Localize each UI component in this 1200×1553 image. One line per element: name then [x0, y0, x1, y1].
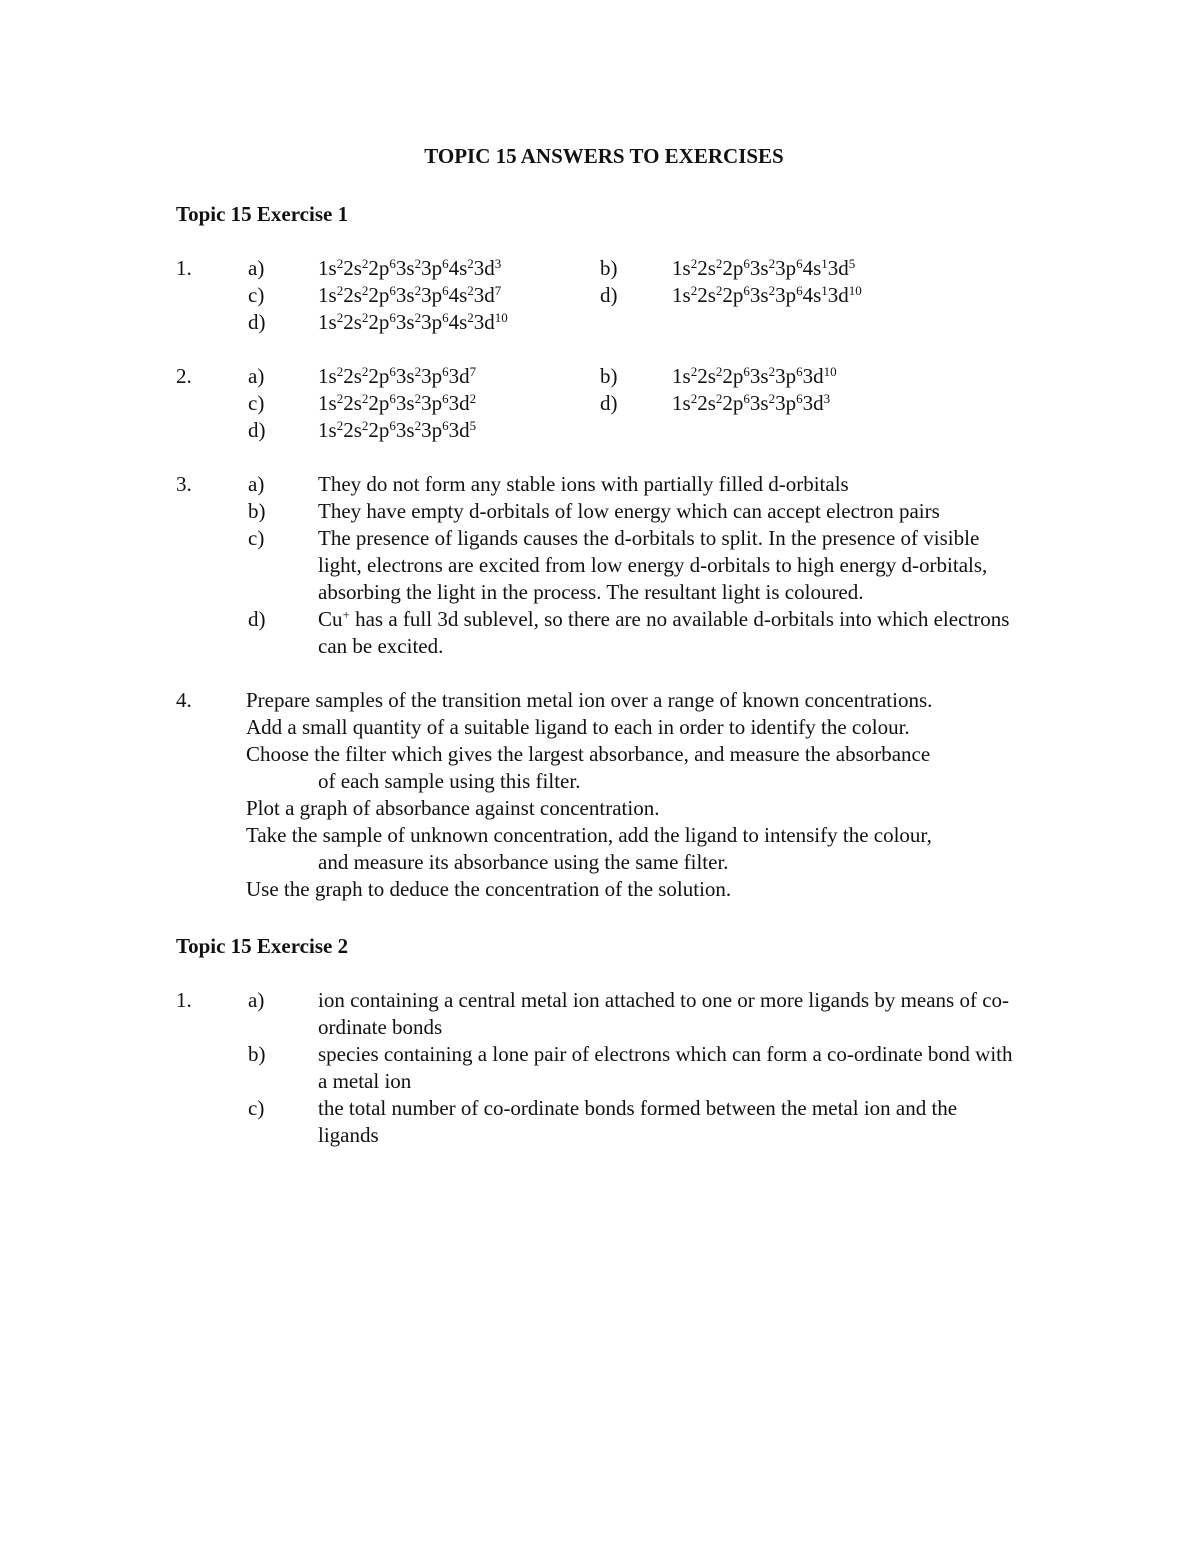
answer-text: the total number of co-ordinate bonds formed between the metal ion and the ligands	[318, 1096, 958, 1147]
answer-label: b)	[600, 364, 618, 388]
answer-row	[176, 363, 1036, 390]
page-title: TOPIC 15 ANSWERS TO EXERCISES	[424, 144, 784, 168]
answer-label: c)	[248, 391, 265, 415]
electron-configuration: $1s^22s^22p^63s^23p^63d^2$	[318, 391, 477, 415]
answer-text: species containing a lone pair of electrons which can form a co-ordinate bond with a metal ion	[318, 1042, 1013, 1093]
answer-row	[176, 606, 1036, 660]
exercise-2-question-1	[176, 987, 1036, 1149]
exercise-2-heading: Topic 15 Exercise 2	[176, 934, 349, 958]
procedure-line: Add a small quantity of a suitable ligand to each in order to identify the colour.	[246, 715, 910, 739]
answer-row	[176, 498, 1036, 525]
question-number: 1.	[176, 256, 192, 280]
exercise-1-heading: Topic 15 Exercise 1	[176, 202, 349, 226]
question-4	[176, 687, 1036, 903]
procedure-line: Choose the filter which gives the largest absorbance, and measure the absorbance	[246, 742, 931, 766]
answer-label: b)	[248, 499, 266, 523]
electron-configuration: $1s^22s^22p^63s^23p^64s^23d^{10}$	[318, 310, 508, 334]
answer-text-body: has a full 3d sublevel, so there are no available d-orbitals into which electrons can be excited.	[318, 607, 1010, 658]
answer-label: a)	[248, 472, 265, 496]
answer-row	[176, 255, 1036, 282]
question-number: 1.	[176, 988, 192, 1012]
answer-label: c)	[248, 526, 265, 550]
answer-row	[176, 417, 1036, 444]
answer-row	[176, 525, 1036, 606]
question-3	[176, 471, 1036, 660]
procedure-line: Take the sample of unknown concentration, add the ligand to intensify the colour,	[246, 823, 932, 847]
ion-charge: +	[342, 607, 350, 622]
answer-text: The presence of ligands causes the d-orbitals to split. In the presence of visible light, electrons are excited from low energy d-orbitals to high energy d-orbitals, absorbing the light in the process. The resultant light is coloured.	[318, 526, 988, 604]
procedure-line: and measure its absorbance using the same filter.	[318, 850, 729, 874]
answer-label: a)	[248, 988, 265, 1012]
answer-label: d)	[248, 607, 266, 631]
answer-label: a)	[248, 364, 265, 388]
procedure-line: Use the graph to deduce the concentration of the solution.	[246, 877, 732, 901]
electron-configuration: $1s^22s^22p^63s^23p^64s^23d^3$	[318, 256, 502, 280]
question-number: 3.	[176, 472, 192, 496]
answer-row	[176, 1041, 1036, 1095]
question-2	[176, 363, 1036, 444]
question-number: 4.	[176, 688, 192, 712]
electron-configuration: $1s^22s^22p^63s^23p^64s^13d^{10}$	[672, 283, 862, 307]
procedure-line: of each sample using this filter.	[318, 769, 581, 793]
answer-label: b)	[600, 256, 618, 280]
answer-text: They do not form any stable ions with partially filled d-orbitals	[318, 472, 849, 496]
electron-configuration: $1s^22s^22p^63s^23p^64s^23d^7$	[318, 283, 502, 307]
answer-text: They have empty d-orbitals of low energy which can accept electron pairs	[318, 499, 940, 523]
answer-label: d)	[248, 418, 266, 442]
procedure-line: Prepare samples of the transition metal ion over a range of known concentrations.	[246, 688, 933, 712]
procedure-text	[246, 687, 1046, 903]
document-page	[176, 143, 1036, 1149]
question-1	[176, 255, 1036, 336]
answer-label: a)	[248, 256, 265, 280]
answer-row	[176, 1095, 1036, 1149]
electron-configuration: $1s^22s^22p^63s^23p^63d^{10}$	[672, 364, 837, 388]
answer-label: d)	[600, 283, 618, 307]
electron-configuration: $1s^22s^22p^63s^23p^64s^13d^5$	[672, 256, 856, 280]
answer-label: c)	[248, 1096, 265, 1120]
procedure-line: Plot a graph of absorbance against concentration.	[246, 796, 660, 820]
answer-text	[318, 606, 1018, 660]
answer-row	[176, 309, 1036, 336]
electron-configuration: $1s^22s^22p^63s^23p^63d^7$	[318, 364, 477, 388]
answer-row	[176, 390, 1036, 417]
answer-label: b)	[248, 1042, 266, 1066]
ion-symbol: Cu	[318, 607, 343, 631]
answer-label: d)	[600, 391, 618, 415]
answer-text: ion containing a central metal ion attached to one or more ligands by means of co-ordinate bonds	[318, 988, 1010, 1039]
answer-label: c)	[248, 283, 265, 307]
electron-configuration: $1s^22s^22p^63s^23p^63d^5$	[318, 418, 477, 442]
answer-label: d)	[248, 310, 266, 334]
answer-row	[176, 987, 1036, 1041]
answer-row	[176, 471, 1036, 498]
question-number: 2.	[176, 364, 192, 388]
answer-row	[176, 282, 1036, 309]
electron-configuration: $1s^22s^22p^63s^23p^63d^3$	[672, 391, 831, 415]
